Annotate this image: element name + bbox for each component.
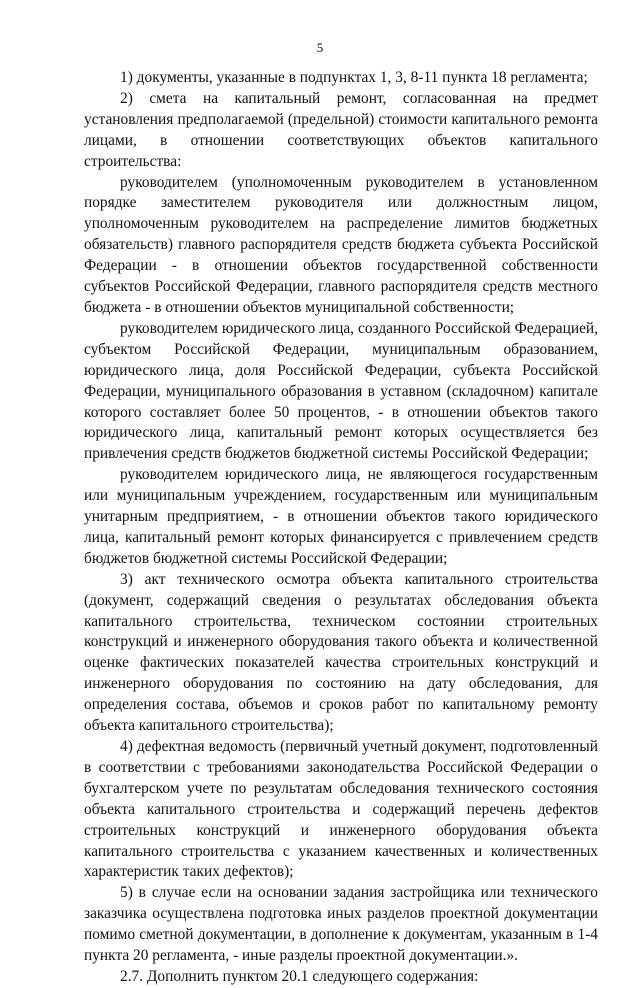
paragraph-item-5: 5) в случае если на основании задания застройщика или технического заказчика осуществлена подготовка иных разделов проектной документации помимо сметной документации, в дополнение к документам, указанным в 1-4 пункта 20 регламента, - иные разделы проектной документации.». (84, 884, 598, 965)
paragraph-item-2: 2) смета на капитальный ремонт, согласованная на предмет установления предполагаемой (предельной) стоимости капитального ремонта лицами, в отношении соответствующих объектов капитального строительства: (84, 89, 598, 170)
paragraph-item-1: 1) документы, указанные в подпунктах 1, 3, 8-11 пункта 18 регламента; (120, 69, 588, 86)
paragraph-non-state-entity-head: руководителем юридического лица, не являющегося государственным или муниципальным учреждением, государственным или муниципальным унитарным предприятием, - в отношении объектов такого юридического лица, капитальный ремонт которых финансируется с привлечением средств бюджетов бюджетной системы Российской Федерации; (84, 466, 598, 567)
paragraph-item-3: 3) акт технического осмотра объекта капитального строительства (документ, содержащий сведения о результатах обследования объекта капитального строительства, техническом состоянии строительных конструкций и инженерного оборудования такого объекта и количественной оценке фактических показателей качества строительных конструкций и инженерного оборудования по состоянию на дату обследования, для определения состава, объемов и сроков работ по капитальному ремонту объекта капитального строительства); (84, 570, 598, 735)
paragraph-2-7: 2.7. Дополнить пунктом 20.1 следующего содержания: (120, 967, 479, 985)
paragraph-item-4: 4) дефектная ведомость (первичный учетный документ, подготовленный в соответствии с требованиями законодательства Российской Федерации о бухгалтерском учете по результатам обследования технического состояния объекта капитального строительства и содержащий перечень дефектов строительных конструкций и инженерного оборудования объекта капитального строительства с указанием качественных и количественных характеристик таких дефектов); (84, 738, 598, 881)
paragraph-executive-head: руководителем (уполномоченным руководителем в установленном порядке заместителем руководителя или должностным лицом, уполномоченным руководителем на распределение лимитов бюджетных обязательств) главного распорядителя средств бюджета субъекта Российской Федерации - в отношении объектов государственной собственности субъектов Российской Федерации, главного распорядителя средств местного бюджета - в отношении объектов муниципальной собственности; (84, 173, 598, 316)
page-number: 5 (316, 40, 324, 55)
document-body (84, 68, 598, 988)
paragraph-legal-entity-head: руководителем юридического лица, созданного Российской Федерацией, субъектом Российской Федерации, муниципальным образованием, юридического лица, доля Российской Федерации, субъекта Российской Федерации, муниципального образования в уставном (складочном) капитале которого составляет более 50 процентов, - в отношении объектов такого юридического лица, капитальный ремонт которых осуществляется без привлечения средств бюджетов бюджетной системы Российской Федерации; (84, 319, 598, 463)
